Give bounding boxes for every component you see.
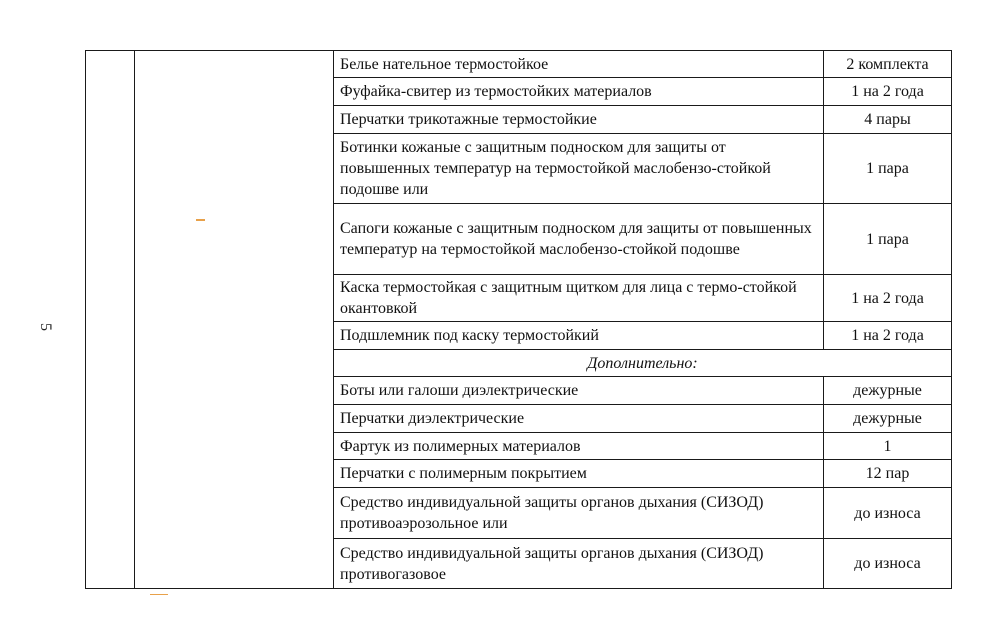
norm-cell: 4 пары <box>824 106 952 134</box>
norm-cell: 1 <box>824 433 952 460</box>
margin-mark-bottom <box>150 594 168 595</box>
item-cell: Белье нательное термостойкое <box>334 51 824 78</box>
number-column <box>86 51 135 589</box>
norm-cell: 1 на 2 года <box>824 275 952 322</box>
item-cell: Средство индивидуальной защиты органов дыхания (СИЗОД) противогазовое <box>334 539 824 589</box>
section-subheading: Дополнительно: <box>334 350 952 377</box>
ppe-table <box>85 50 952 589</box>
profession-column <box>135 51 334 589</box>
item-cell: Подшлемник под каску термостойкий <box>334 322 824 350</box>
norm-cell: 1 на 2 года <box>824 322 952 350</box>
item-cell: Перчатки трикотажные термостойкие <box>334 106 824 134</box>
norm-cell: 2 комплекта <box>824 51 952 78</box>
norm-cell: дежурные <box>824 405 952 433</box>
norm-cell: 1 на 2 года <box>824 78 952 106</box>
norm-cell: до износа <box>824 488 952 539</box>
table-row <box>86 51 952 78</box>
item-cell: Фуфайка-свитер из термостойких материалов <box>334 78 824 106</box>
norm-cell: 1 пара <box>824 204 952 275</box>
item-cell: Средство индивидуальной защиты органов дыхания (СИЗОД) противоаэрозольное или <box>334 488 824 539</box>
item-cell: Каска термостойкая с защитным щитком для лица с термо-стойкой окантовкой <box>334 275 824 322</box>
item-cell: Перчатки диэлектрические <box>334 405 824 433</box>
item-cell: Боты или галоши диэлектрические <box>334 377 824 405</box>
page-number: 5 <box>37 323 54 331</box>
item-cell: Фартук из полимерных материалов <box>334 433 824 460</box>
item-cell: Ботинки кожаные с защитным подноском для защиты от повышенных температур на термостойкой маслобензо-стойкой подошве или <box>334 134 824 204</box>
norm-cell: до износа <box>824 539 952 589</box>
norm-cell: дежурные <box>824 377 952 405</box>
norm-cell: 12 пар <box>824 460 952 488</box>
item-cell: Перчатки с полимерным покрытием <box>334 460 824 488</box>
item-cell: Сапоги кожаные с защитным подноском для защиты от повышенных температур на термостойкой маслобензо-стойкой подошве <box>334 204 824 275</box>
norm-cell: 1 пара <box>824 134 952 204</box>
